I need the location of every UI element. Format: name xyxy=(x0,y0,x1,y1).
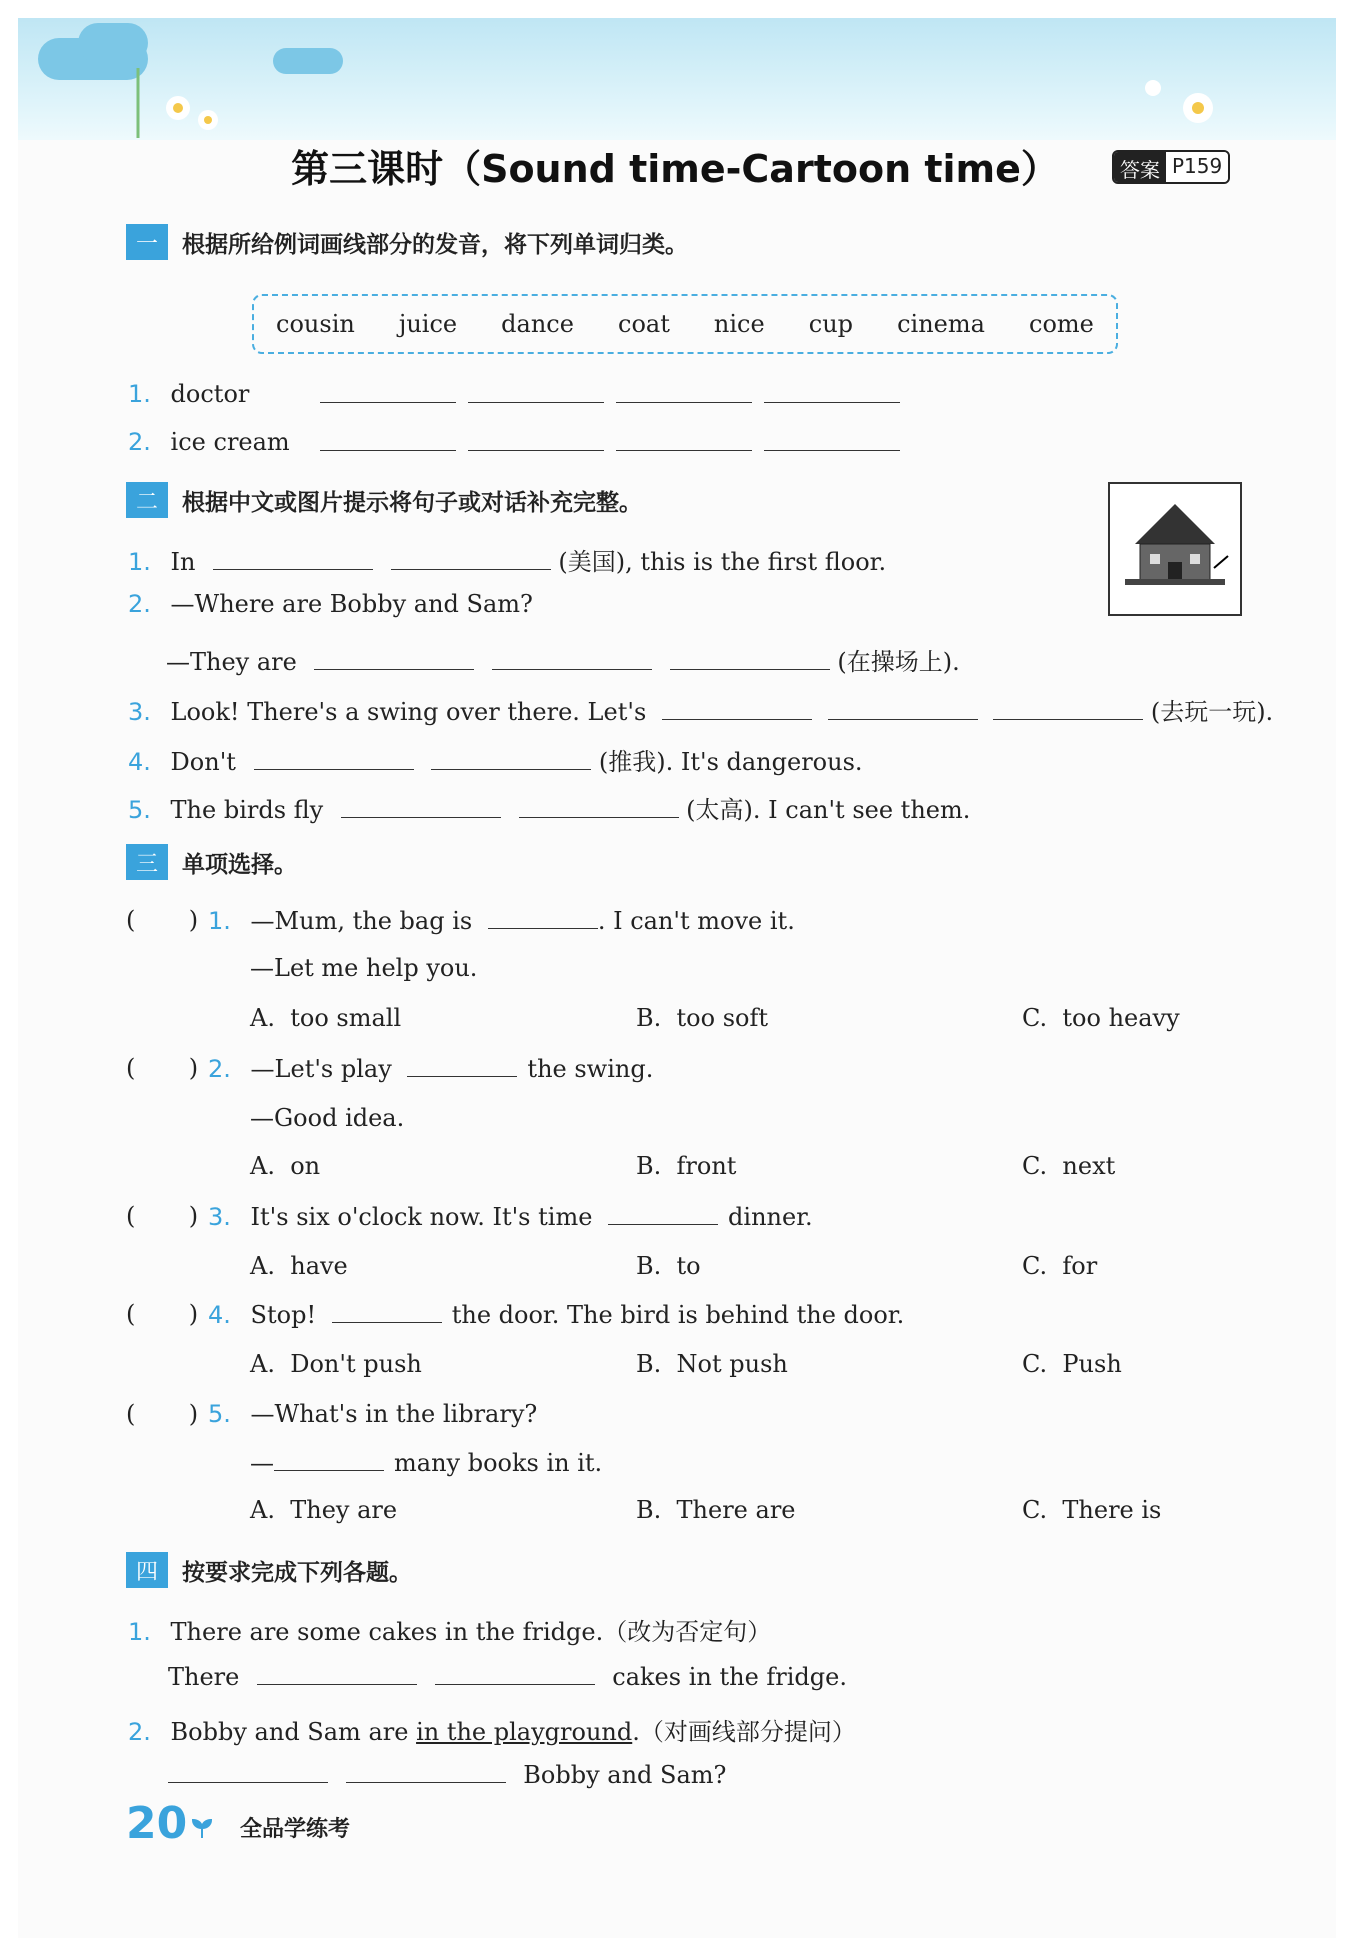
question-number: 1. xyxy=(128,548,151,576)
option-a[interactable] xyxy=(250,1350,422,1378)
question-text: —They are xyxy=(166,648,297,676)
answer-label: 答案 xyxy=(1114,152,1166,182)
answer-parens[interactable]: ( ) xyxy=(126,1202,199,1230)
answer-blank[interactable] xyxy=(332,1300,442,1323)
s3-q1 xyxy=(208,906,795,935)
brand-name: 全品学练考 xyxy=(240,1817,351,1842)
word-item: cousin xyxy=(276,310,355,338)
example-word: ice cream xyxy=(170,428,290,456)
option-text: front xyxy=(676,1152,737,1180)
option-text: too small xyxy=(290,1004,402,1032)
answer-parens[interactable]: ( ) xyxy=(126,906,199,934)
question-text: It's six o'clock now. It's time xyxy=(250,1203,593,1231)
question-number: 5. xyxy=(128,796,151,824)
question-text: the swing. xyxy=(527,1055,654,1083)
option-c[interactable] xyxy=(1022,1152,1115,1180)
house-icon xyxy=(1110,484,1240,614)
option-b[interactable] xyxy=(636,1152,736,1180)
option-c[interactable] xyxy=(1022,1496,1161,1524)
option-letter: A. xyxy=(250,1496,275,1524)
answer-blank[interactable] xyxy=(670,647,830,670)
answer-blank[interactable] xyxy=(608,1202,718,1225)
question-number: 4. xyxy=(128,748,151,776)
s4-q2-answer xyxy=(168,1760,726,1789)
option-letter: B. xyxy=(636,1152,662,1180)
section-number: 三 xyxy=(126,844,168,880)
option-letter: C. xyxy=(1022,1350,1048,1378)
question-number: 1. xyxy=(128,1618,151,1646)
question-text: —Let's play xyxy=(250,1055,392,1083)
answer-blank[interactable] xyxy=(257,1662,417,1685)
section-title: 单项选择。 xyxy=(182,851,297,878)
house-picture xyxy=(1108,482,1242,616)
word-box xyxy=(252,294,1118,354)
question-text: Bobby and Sam are xyxy=(170,1718,417,1746)
question-text: (推我). It's dangerous. xyxy=(598,748,863,776)
section-number: 四 xyxy=(126,1552,168,1588)
option-letter: C. xyxy=(1022,1496,1048,1524)
question-text: Bobby and Sam? xyxy=(523,1761,727,1789)
answer-blank[interactable] xyxy=(616,428,752,451)
s2-q5 xyxy=(128,790,970,825)
question-text: There are some cakes in the fridge.（改为否定句） xyxy=(170,1618,772,1646)
option-letter: B. xyxy=(636,1350,662,1378)
question-text: In xyxy=(170,548,196,576)
answer-blank[interactable] xyxy=(764,380,900,403)
question-number: 1. xyxy=(128,380,151,408)
option-text: for xyxy=(1062,1252,1098,1280)
section-2-header xyxy=(126,482,642,518)
question-number: 1. xyxy=(208,907,231,935)
word-item: juice xyxy=(398,310,458,338)
section-4-header xyxy=(126,1552,412,1588)
question-text: . I can't move it. xyxy=(597,907,795,935)
question-text: —Good idea. xyxy=(250,1104,405,1132)
s2-q2-answer xyxy=(166,642,960,677)
question-text: —Mum, the bag is xyxy=(250,907,473,935)
answer-blank[interactable] xyxy=(341,795,501,818)
question-number: 4. xyxy=(208,1301,231,1329)
option-c[interactable] xyxy=(1022,1252,1097,1280)
answer-blank[interactable] xyxy=(662,697,812,720)
option-c[interactable] xyxy=(1022,1004,1180,1032)
question-text: (在操场上). xyxy=(837,648,960,676)
option-text: Push xyxy=(1062,1350,1122,1378)
s1-blanks-1[interactable] xyxy=(320,380,900,409)
question-text: The birds fly xyxy=(170,796,324,824)
answer-blank[interactable] xyxy=(519,795,679,818)
s2-q2 xyxy=(128,590,533,618)
answer-blank[interactable] xyxy=(320,380,456,403)
answer-blank[interactable] xyxy=(168,1760,328,1783)
question-text: (太高). I can't see them. xyxy=(686,796,971,824)
question-text: Look! There's a swing over there. Let's xyxy=(170,698,647,726)
word-item: cup xyxy=(808,310,854,338)
question-text: .（对画线部分提问） xyxy=(632,1718,856,1746)
question-number: 3. xyxy=(128,698,151,726)
s2-q1 xyxy=(128,542,886,577)
question-number: 5. xyxy=(208,1400,231,1428)
option-text: have xyxy=(290,1252,348,1280)
option-text: There is xyxy=(1062,1496,1162,1524)
page-number: 20 xyxy=(126,1798,188,1849)
word-item: dance xyxy=(501,310,574,338)
page-title: 第三课时（Sound time-Cartoon time） xyxy=(291,147,1059,191)
option-letter: B. xyxy=(636,1496,662,1524)
option-b[interactable] xyxy=(636,1350,788,1378)
answer-parens[interactable]: ( ) xyxy=(126,1300,199,1328)
answer-blank[interactable] xyxy=(274,1448,384,1471)
option-letter: C. xyxy=(1022,1252,1048,1280)
question-number: 2. xyxy=(208,1055,231,1083)
cloud-decoration xyxy=(78,23,148,63)
example-word: doctor xyxy=(170,380,250,408)
answer-blank[interactable] xyxy=(320,428,456,451)
option-a[interactable] xyxy=(250,1004,401,1032)
s4-q1-answer xyxy=(168,1662,847,1691)
answer-parens[interactable]: ( ) xyxy=(126,1054,199,1082)
answer-blank[interactable] xyxy=(764,428,900,451)
option-b[interactable] xyxy=(636,1252,701,1280)
section-title: 根据中文或图片提示将句子或对话补充完整。 xyxy=(182,489,642,516)
flower-icon xyxy=(108,58,228,138)
answer-blank[interactable] xyxy=(828,697,978,720)
answer-blank[interactable] xyxy=(431,747,591,770)
answer-blank[interactable] xyxy=(488,906,598,929)
answer-blank[interactable] xyxy=(213,547,373,570)
header-banner xyxy=(18,18,1336,140)
option-letter: B. xyxy=(636,1252,662,1280)
s2-q3 xyxy=(128,692,1273,727)
word-item: coat xyxy=(618,310,670,338)
s1-blanks-2[interactable] xyxy=(320,428,900,457)
section-3-header xyxy=(126,844,297,880)
s3-q2 xyxy=(208,1054,653,1083)
answer-blank[interactable] xyxy=(492,647,652,670)
answer-tag[interactable] xyxy=(1112,150,1230,184)
answer-blank[interactable] xyxy=(435,1662,595,1685)
question-number: 2. xyxy=(128,1718,151,1746)
question-text: Don't xyxy=(170,748,236,776)
s3-q5-line2 xyxy=(250,1448,602,1477)
option-text: Not push xyxy=(676,1350,788,1378)
section-title: 根据所给例词画线部分的发音，将下列单词归类。 xyxy=(182,231,688,258)
word-item: cinema xyxy=(897,310,985,338)
option-letter: C. xyxy=(1022,1152,1048,1180)
section-1-header xyxy=(126,224,688,260)
option-letter: A. xyxy=(250,1004,275,1032)
question-text: — xyxy=(250,1449,274,1477)
question-text: —Where are Bobby and Sam? xyxy=(170,590,533,618)
option-text: next xyxy=(1062,1152,1116,1180)
s3-q4 xyxy=(208,1300,904,1329)
question-number: 2. xyxy=(128,590,151,618)
option-a[interactable] xyxy=(250,1252,348,1280)
s3-q3 xyxy=(208,1202,813,1231)
question-number: 3. xyxy=(208,1203,231,1231)
option-a[interactable] xyxy=(250,1152,320,1180)
option-letter: A. xyxy=(250,1350,275,1378)
option-text: There are xyxy=(676,1496,796,1524)
answer-blank[interactable] xyxy=(407,1054,517,1077)
s2-q4 xyxy=(128,742,863,777)
word-item: nice xyxy=(713,310,765,338)
option-text: to xyxy=(676,1252,701,1280)
option-text: on xyxy=(290,1152,321,1180)
answer-blank[interactable] xyxy=(314,647,474,670)
question-text: —Let me help you. xyxy=(250,954,478,982)
answer-blank[interactable] xyxy=(468,428,604,451)
section-title: 按要求完成下列各题。 xyxy=(182,1559,412,1586)
option-text: Don't push xyxy=(290,1350,422,1378)
answer-blank[interactable] xyxy=(468,380,604,403)
word-item: come xyxy=(1029,310,1094,338)
option-c[interactable] xyxy=(1022,1350,1122,1378)
answer-page: P159 xyxy=(1166,152,1228,182)
option-text: too soft xyxy=(676,1004,768,1032)
cloud-decoration xyxy=(273,48,343,74)
underlined-phrase: in the playground xyxy=(416,1718,633,1746)
question-text: many books in it. xyxy=(394,1449,603,1477)
answer-blank[interactable] xyxy=(993,697,1143,720)
question-text: Stop! xyxy=(250,1301,317,1329)
section-number: 一 xyxy=(126,224,168,260)
option-letter: B. xyxy=(636,1004,662,1032)
s1-item-1 xyxy=(128,380,249,408)
question-text: the door. The bird is behind the door. xyxy=(451,1301,905,1329)
question-number: 2. xyxy=(128,428,151,456)
flower-icon xyxy=(1118,58,1238,138)
option-text: They are xyxy=(290,1496,398,1524)
option-text: too heavy xyxy=(1062,1004,1180,1032)
option-b[interactable] xyxy=(636,1496,796,1524)
answer-parens[interactable]: ( ) xyxy=(126,1400,199,1428)
option-a[interactable] xyxy=(250,1496,397,1524)
question-text: There xyxy=(168,1663,240,1691)
option-letter: A. xyxy=(250,1152,275,1180)
sprout-icon xyxy=(190,1816,214,1840)
question-text: (美国), this is the first floor. xyxy=(558,548,887,576)
question-text: —What's in the library? xyxy=(250,1400,538,1428)
answer-blank[interactable] xyxy=(391,547,551,570)
question-text: dinner. xyxy=(728,1203,813,1231)
question-text: (去玩一玩). xyxy=(1150,698,1274,726)
answer-blank[interactable] xyxy=(346,1760,506,1783)
answer-blank[interactable] xyxy=(616,380,752,403)
option-letter: A. xyxy=(250,1252,275,1280)
s4-q2 xyxy=(128,1712,856,1747)
s1-item-2 xyxy=(128,428,290,456)
answer-blank[interactable] xyxy=(254,747,414,770)
option-b[interactable] xyxy=(636,1004,768,1032)
option-letter: C. xyxy=(1022,1004,1048,1032)
section-number: 二 xyxy=(126,482,168,518)
s3-q5 xyxy=(208,1400,537,1428)
question-text: cakes in the fridge. xyxy=(612,1663,847,1691)
s4-q1 xyxy=(128,1612,771,1647)
